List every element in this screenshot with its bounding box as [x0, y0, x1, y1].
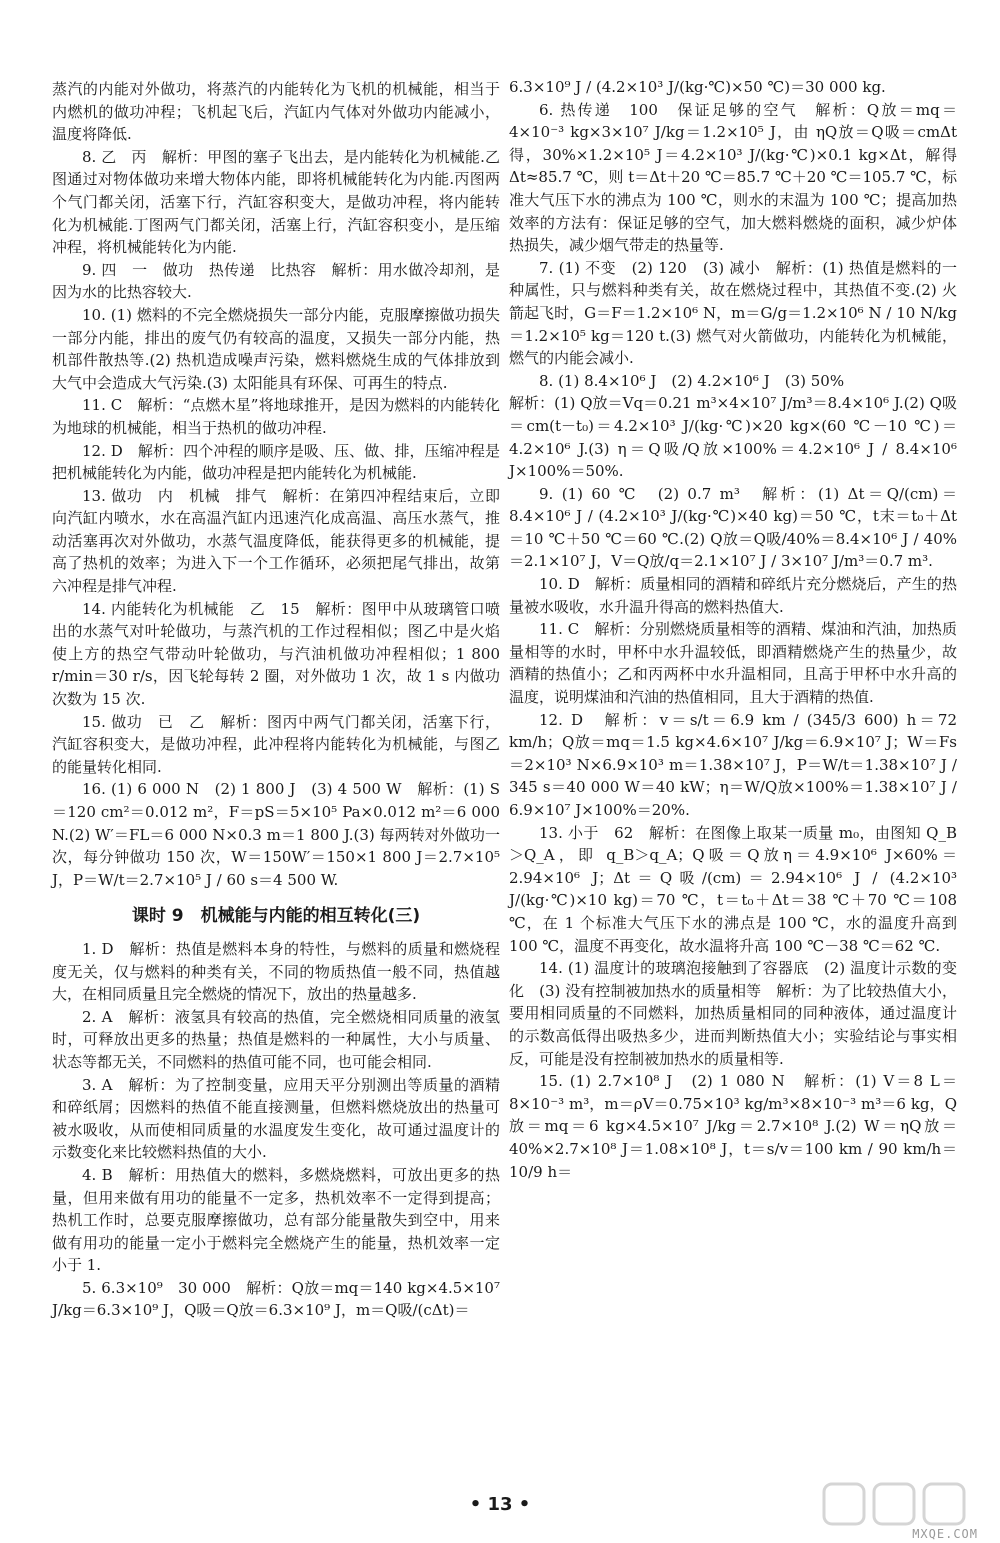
page-number: • 13 •: [469, 1494, 531, 1515]
answer-9: 9. (1) 60 ℃ (2) 0.7 m³ 解析：(1) Δt＝Q/(cm)＝8.4×10⁶ J / (4.2×10³ J/(kg·℃)×40 kg)＝50 ℃，t末＝t₀＋Δt＝10 ℃＋50 ℃＝60 ℃.(2) Q放＝Q吸/40%＝8.4×10⁶ J / 40%＝2.1×10⁷ J，V＝Q放/q＝2.1×10⁷ J / 3×10⁷ J/m³＝0.7 m³.: [509, 484, 957, 571]
answer-14: 14. (1) 温度计的玻璃泡接触到了容器底 (2) 温度计示数的变化 (3) 没有控制被加热水的质量相等 解析：为了比较热值大小，要用相同质量的不同燃料，加热质量相同的同种液体，通过温度计的示数高低得出吸热多少，进而判断热值大小；实验结论与事实相反，可能是没有控制被加热水的质量相等.: [509, 959, 957, 1068]
answer-2: 2. A 解析：液氢具有较高的热值，完全燃烧相同质量的液氢时，可释放出更多的热量；热值是燃料的一种属性，大小与质量、状态等都无关，不同燃料的热值可能不同，也可能会相同.: [52, 1007, 500, 1071]
answer-1: 1. D 解析：热值是燃料本身的特性，与燃料的质量和燃烧程度无关，仅与燃料的种类有关，不同的物质热值一般不同，热值越大，在相同质量且完全燃烧的情况下，放出的热量越多.: [52, 939, 500, 1004]
answer-13: 13. 小于 62 解析：在图像上取某一质量 m₀，由图知 Q_B＞Q_A，即 q_B＞q_A；Q吸＝Q放η＝4.9×10⁶ J×60%＝2.94×10⁶ J；Δt＝Q吸/(cm)＝2.94×10⁶ J / (4.2×10³ J/(kg·℃)×10 kg)＝70 ℃，t＝t₀＋Δt＝38 ℃＋70 ℃＝108 ℃，在 1 个标准大气压下水的沸点是 100 ℃，水的温度升高到 100 ℃，温度不再变化，故水温将升高 100 ℃－38 ℃＝62 ℃.: [509, 823, 957, 955]
answer-8-analysis: 解析：(1) Q放＝Vq＝0.21 m³×4×10⁷ J/m³＝8.4×10⁶ J.(2) Q吸＝cm(t－t₀)＝4.2×10³ J/(kg·℃)×20 kg×(60 ℃－10 ℃)＝4.2×10⁶ J.(3) η＝Q吸/Q放×100%＝4.2×10⁶ J / 8.4×10⁶ J×100%＝50%.: [509, 394, 957, 481]
section-title: 课时 9 机械能与内能的相互转化(三): [131, 906, 421, 927]
answer-11: 11. C 解析：分别燃烧质量相等的酒精、煤油和汽油，加热质量相等的水时，甲杯中水升温较低，即酒精燃烧产生的热量少，故酒精的热值小；乙和丙两杯中水升温相同，且高于甲杯中水升高的温度，说明煤油和汽油的热值相同，且大于酒精的热值.: [509, 620, 957, 707]
answer-4: 4. B 解析：用热值大的燃料，多燃烧燃料，可放出更多的热量，但用来做有用功的能量不一定多，热机效率不一定得到提高；热机工作时，总要克服摩擦做功，总有部分能量散失到空中，用来做有用功的能量一定小于燃料完全燃烧产生的能量，热机效率一定小于 1.: [52, 1165, 500, 1275]
answer-6: 6. 热传递 100 保证足够的空气 解析：Q放＝mq＝4×10⁻³ kg×3×10⁷ J/kg＝1.2×10⁵ J，由 ηQ放＝Q吸＝cmΔt 得，30%×1.2×10⁵ J＝4.2×10³ J/(kg·℃)×0.1 kg×Δt，解得 Δt≈85.7 ℃，则 t＝Δt＋20 ℃＝85.7 ℃＋20 ℃＝105.7 ℃，标准大气压下水的沸点为 100 ℃，则水的末温为 100 ℃；提高加热效率的方法有：保证足够的空气，加大燃料燃烧的面积，减少炉体热损失，减少烟气带走的热量等.: [509, 100, 957, 255]
answer-11: 11. C 解析：“点燃木星”将地球推开，是因为燃料的内能转化为地球的机械能，相当于热机的做功冲程.: [52, 396, 500, 437]
answer-8: 8. (1) 8.4×10⁶ J (2) 4.2×10⁶ J (3) 50%: [539, 371, 845, 390]
answer-9: 9. 四 一 做功 热传递 比热容 解析：用水做冷却剂，是因为水的比热容较大.: [52, 260, 500, 302]
answer-10: 10. (1) 燃料的不完全燃烧损失一部分内能，克服摩擦做功损失一部分内能，排出的废气仍有较高的温度，又损失一部分内能，热机部件散热等.(2) 热机造成噪声污染，燃料燃烧生成的气体排放到大气中会造成大气污染.(3) 太阳能具有环保、可再生的特点.: [52, 305, 500, 392]
watermark-text: MXQE.COM: [912, 1527, 978, 1541]
answer-15: 15. (1) 2.7×10⁸ J (2) 1 080 N 解析：(1) V＝8 L＝8×10⁻³ m³，m＝ρV＝0.75×10³ kg/m³×8×10⁻³ m³＝6 kg，Q放＝mq＝6 kg×4.5×10⁷ J/kg＝2.7×10⁸ J.(2) W＝ηQ放＝40%×2.7×10⁸ J＝1.08×10⁸ J，t＝s/v＝100 km / 90 km/h＝10/9 h＝: [509, 1072, 957, 1181]
answer-10: 10. D 解析：质量相同的酒精和碎纸片充分燃烧后，产生的热量被水吸收，水升温升得高的燃料热值大.: [509, 575, 957, 616]
answer-7: 7. (1) 不变 (2) 120 (3) 减小 解析：(1) 热值是燃料的一种属性，只与燃料种类有关，故在燃烧过程中，其热值不变.(2) 火箭起飞时，G＝F＝1.2×10⁶ N，m＝G/g＝1.2×10⁶ N / 10 N/kg＝1.2×10⁵ kg＝120 t.(3) 燃气对火箭做功，内能转化为机械能，燃气的内能会减小.: [509, 258, 957, 368]
paragraph: 蒸汽的内能对外做功，将蒸汽的内能转化为飞机的机械能，相当于内燃机的做功冲程；飞机起飞后，汽缸内气体对外做功内能减小，温度将降低.: [52, 80, 500, 144]
right-column: [509, 76, 957, 1183]
answer-13: 13. 做功 内 机械 排气 解析：在第四冲程结束后，立即向汽缸内喷水，水在高温汽缸内迅速汽化成高温、高压水蒸气，推动活塞再次对外做功，水蒸气温度降低，能获得更多的机械能，提高了热机的效率；为进入下一个工作循环，必须把尾气排出，故第六冲程是排气冲程.: [52, 486, 500, 596]
answer-12: 12. D 解析：四个冲程的顺序是吸、压、做、排，压缩冲程是把机械能转化为内能，做功冲程是把内能转化为机械能.: [52, 441, 500, 483]
answer-15: 15. 做功 已 乙 解析：图丙中两气门都关闭，活塞下行，汽缸容积变大，是做功冲程，此冲程将内能转化为机械能，与图乙的能量转化相同.: [52, 712, 500, 776]
answer-3: 3. A 解析：为了控制变量，应用天平分别测出等质量的酒精和碎纸屑；因燃料的热值不能直接测量，但燃料燃烧放出的热量可被水吸收，从而使相同质量的水温度发生变化，故可通过温度计的示数变化来比较燃料热值的大小.: [52, 1075, 500, 1162]
answer-14: 14. 内能转化为机械能 乙 15 解析：图甲中从玻璃管口喷出的水蒸气对叶轮做功，与蒸汽机的工作过程相似；图乙中是火焰使上方的热空气带动叶轮做功，与汽油机做功冲程相似；1 800 r/min＝30 r/s，因飞轮每转 2 圈，对外做功 1 次，故 1 s 内做功次数为 15 次.: [52, 599, 500, 709]
answer-8: 8. 乙 丙 解析：甲图的塞子飞出去，是内能转化为机械能.乙图通过对物体做功来增大物体内能，即将机械能转化为内能.丙图两个气门都关闭，活塞下行，汽缸容积变大，是做功冲程，将内能转化为机械能.丁图两气门都关闭，活塞上行，汽缸容积变小，是压缩冲程，将机械能转化为内能.: [52, 147, 500, 257]
continuation: 6.3×10⁹ J / (4.2×10³ J/(kg·℃)×50 ℃)＝30 000 kg.: [509, 78, 886, 96]
answer-12: 12. D 解析：v＝s/t＝6.9 km / (345/3 600) h＝72 km/h；Q放＝mq＝1.5 kg×4.6×10⁷ J/kg＝6.9×10⁷ J；W＝Fs＝2×10³ N×6.9×10³ m＝1.38×10⁷ J，P＝W/t＝1.38×10⁷ J / 345 s＝40 000 W＝40 kW；η＝W/Q放×100%＝1.38×10⁷ J / 6.9×10⁷ J×100%＝20%.: [509, 710, 957, 819]
answer-16: 16. (1) 6 000 N (2) 1 800 J (3) 4 500 W 解析：(1) S＝120 cm²＝0.012 m²，F＝pS＝5×10⁵ Pa×0.012 m²＝6 000 N.(2) W′＝FL＝6 000 N×0.3 m＝1 800 J.(3) 每两转对外做功一次，每分钟做功 150 次，W＝150W′＝150×1 800 J＝2.7×10⁵ J，P＝W/t＝2.7×10⁵ J / 60 s＝4 500 W.: [52, 780, 500, 889]
left-column: [52, 78, 500, 1322]
answer-5: 5. 6.3×10⁹ 30 000 解析：Q放＝mq＝140 kg×4.5×10⁷ J/kg＝6.3×10⁹ J，Q吸＝Q放＝6.3×10⁹ J，m＝Q吸/(cΔt)＝: [52, 1278, 500, 1320]
